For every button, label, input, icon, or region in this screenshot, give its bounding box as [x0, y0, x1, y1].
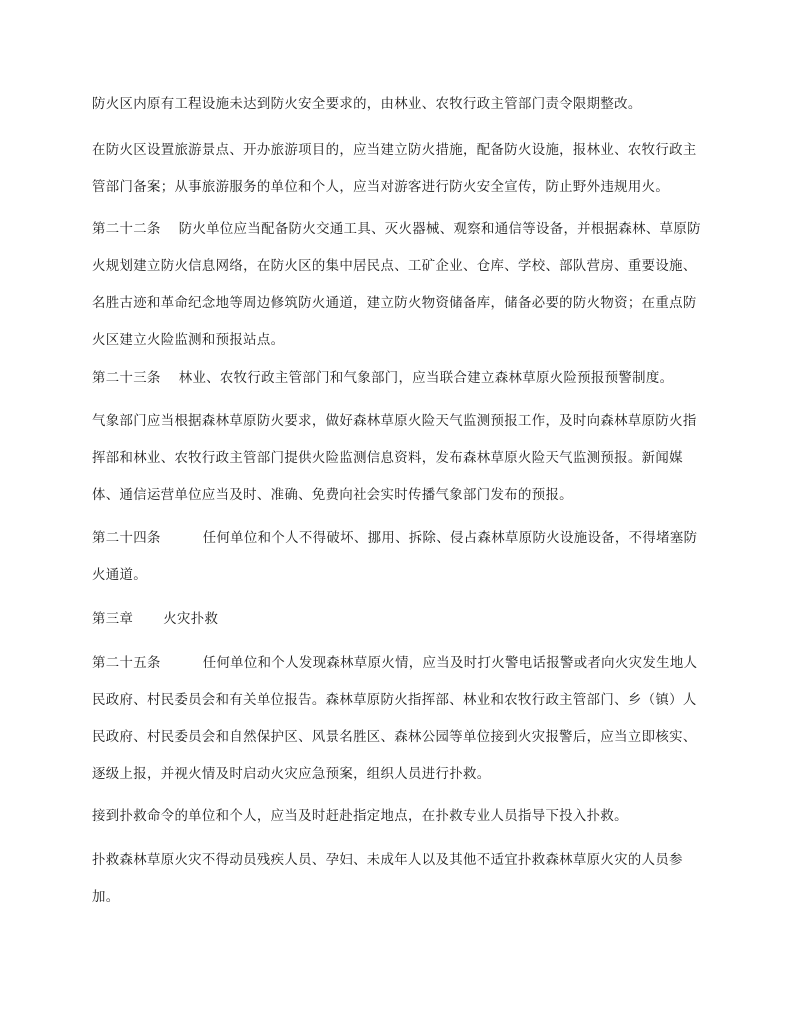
paragraph-text: 扑救森林草原火灾不得动员残疾人员、孕妇、未成年人以及其他不适宜扑救森林草原火灾的人员参加。: [92, 853, 683, 905]
paragraph-text: 防火单位应当配备防火交通工具、灭火器械、观察和通信等设备，并根据森林、草原防火规划建立防火信息网络，在防火区的集中居民点、工矿企业、仓库、学校、部队营房、重要设施、名胜古迹和革命纪念地等周边修筑防火通道，建立防火物资储备库，储备必要的防火物资；在重点防火区建立火险监测和预报站点。: [92, 222, 701, 348]
article-label: 第二十四条: [92, 531, 161, 546]
article-label: 第二十二条: [92, 222, 161, 237]
paragraph-2: [92, 132, 707, 206]
paragraph-prohibited-persons: [92, 842, 707, 916]
article-24: [92, 520, 707, 594]
paragraph-text: 防火区内原有工程设施未达到防火安全要求的，由林业、农牧行政主管部门责令限期整改。: [92, 97, 642, 112]
chapter-title: 火灾扑救: [163, 612, 219, 627]
chapter-3-heading: [92, 601, 707, 638]
article-22: [92, 211, 707, 359]
paragraph-text: 气象部门应当根据森林草原防火要求，做好森林草原火险天气监测预报工作，及时向森林草原防火指挥部和林业、农牧行政主管部门提供火险监测信息资料，发布森林草原火险天气监测预报。新闻媒体、通信运营单位应当及时、准确、免费向社会实时传播气象部门发布的预报。: [92, 414, 697, 503]
paragraph-1: [92, 86, 707, 123]
article-label: 第二十五条: [92, 656, 161, 671]
article-label: 第二十三条: [92, 371, 161, 386]
paragraph-text: 任何单位和个人发现森林草原火情，应当及时打火警电话报警或者向火灾发生地人民政府、村民委员会和有关单位报告。森林草原防火指挥部、林业和农牧行政主管部门、乡（镇）人民政府、村民委员会和自然保护区、风景名胜区、森林公园等单位接到火灾报警后，应当立即核实、逐级上报，并视火情及时启动火灾应急预案，组织人员进行扑救。: [92, 656, 698, 782]
paragraph-text: 任何单位和个人不得破坏、挪用、拆除、侵占森林草原防火设施设备，不得堵塞防火通道。: [92, 531, 698, 583]
paragraph-text: 林业、农牧行政主管部门和气象部门，应当联合建立森林草原火险预报预警制度。: [178, 371, 674, 386]
paragraph-firefighting-order: [92, 798, 707, 835]
paragraph-text: 在防火区设置旅游景点、开办旅游项目的，应当建立防火措施，配备防火设施，报林业、农牧行政主管部门备案；从事旅游服务的单位和个人，应当对游客进行防火安全宣传，防止野外违规用火。: [92, 143, 697, 195]
article-23: [92, 360, 707, 397]
paragraph-weather: [92, 403, 707, 514]
article-25: [92, 645, 707, 793]
chapter-label: 第三章: [92, 612, 134, 627]
paragraph-text: 接到扑救命令的单位和个人，应当及时赶赴指定地点，在扑救专业人员指导下投入扑救。: [92, 809, 628, 824]
